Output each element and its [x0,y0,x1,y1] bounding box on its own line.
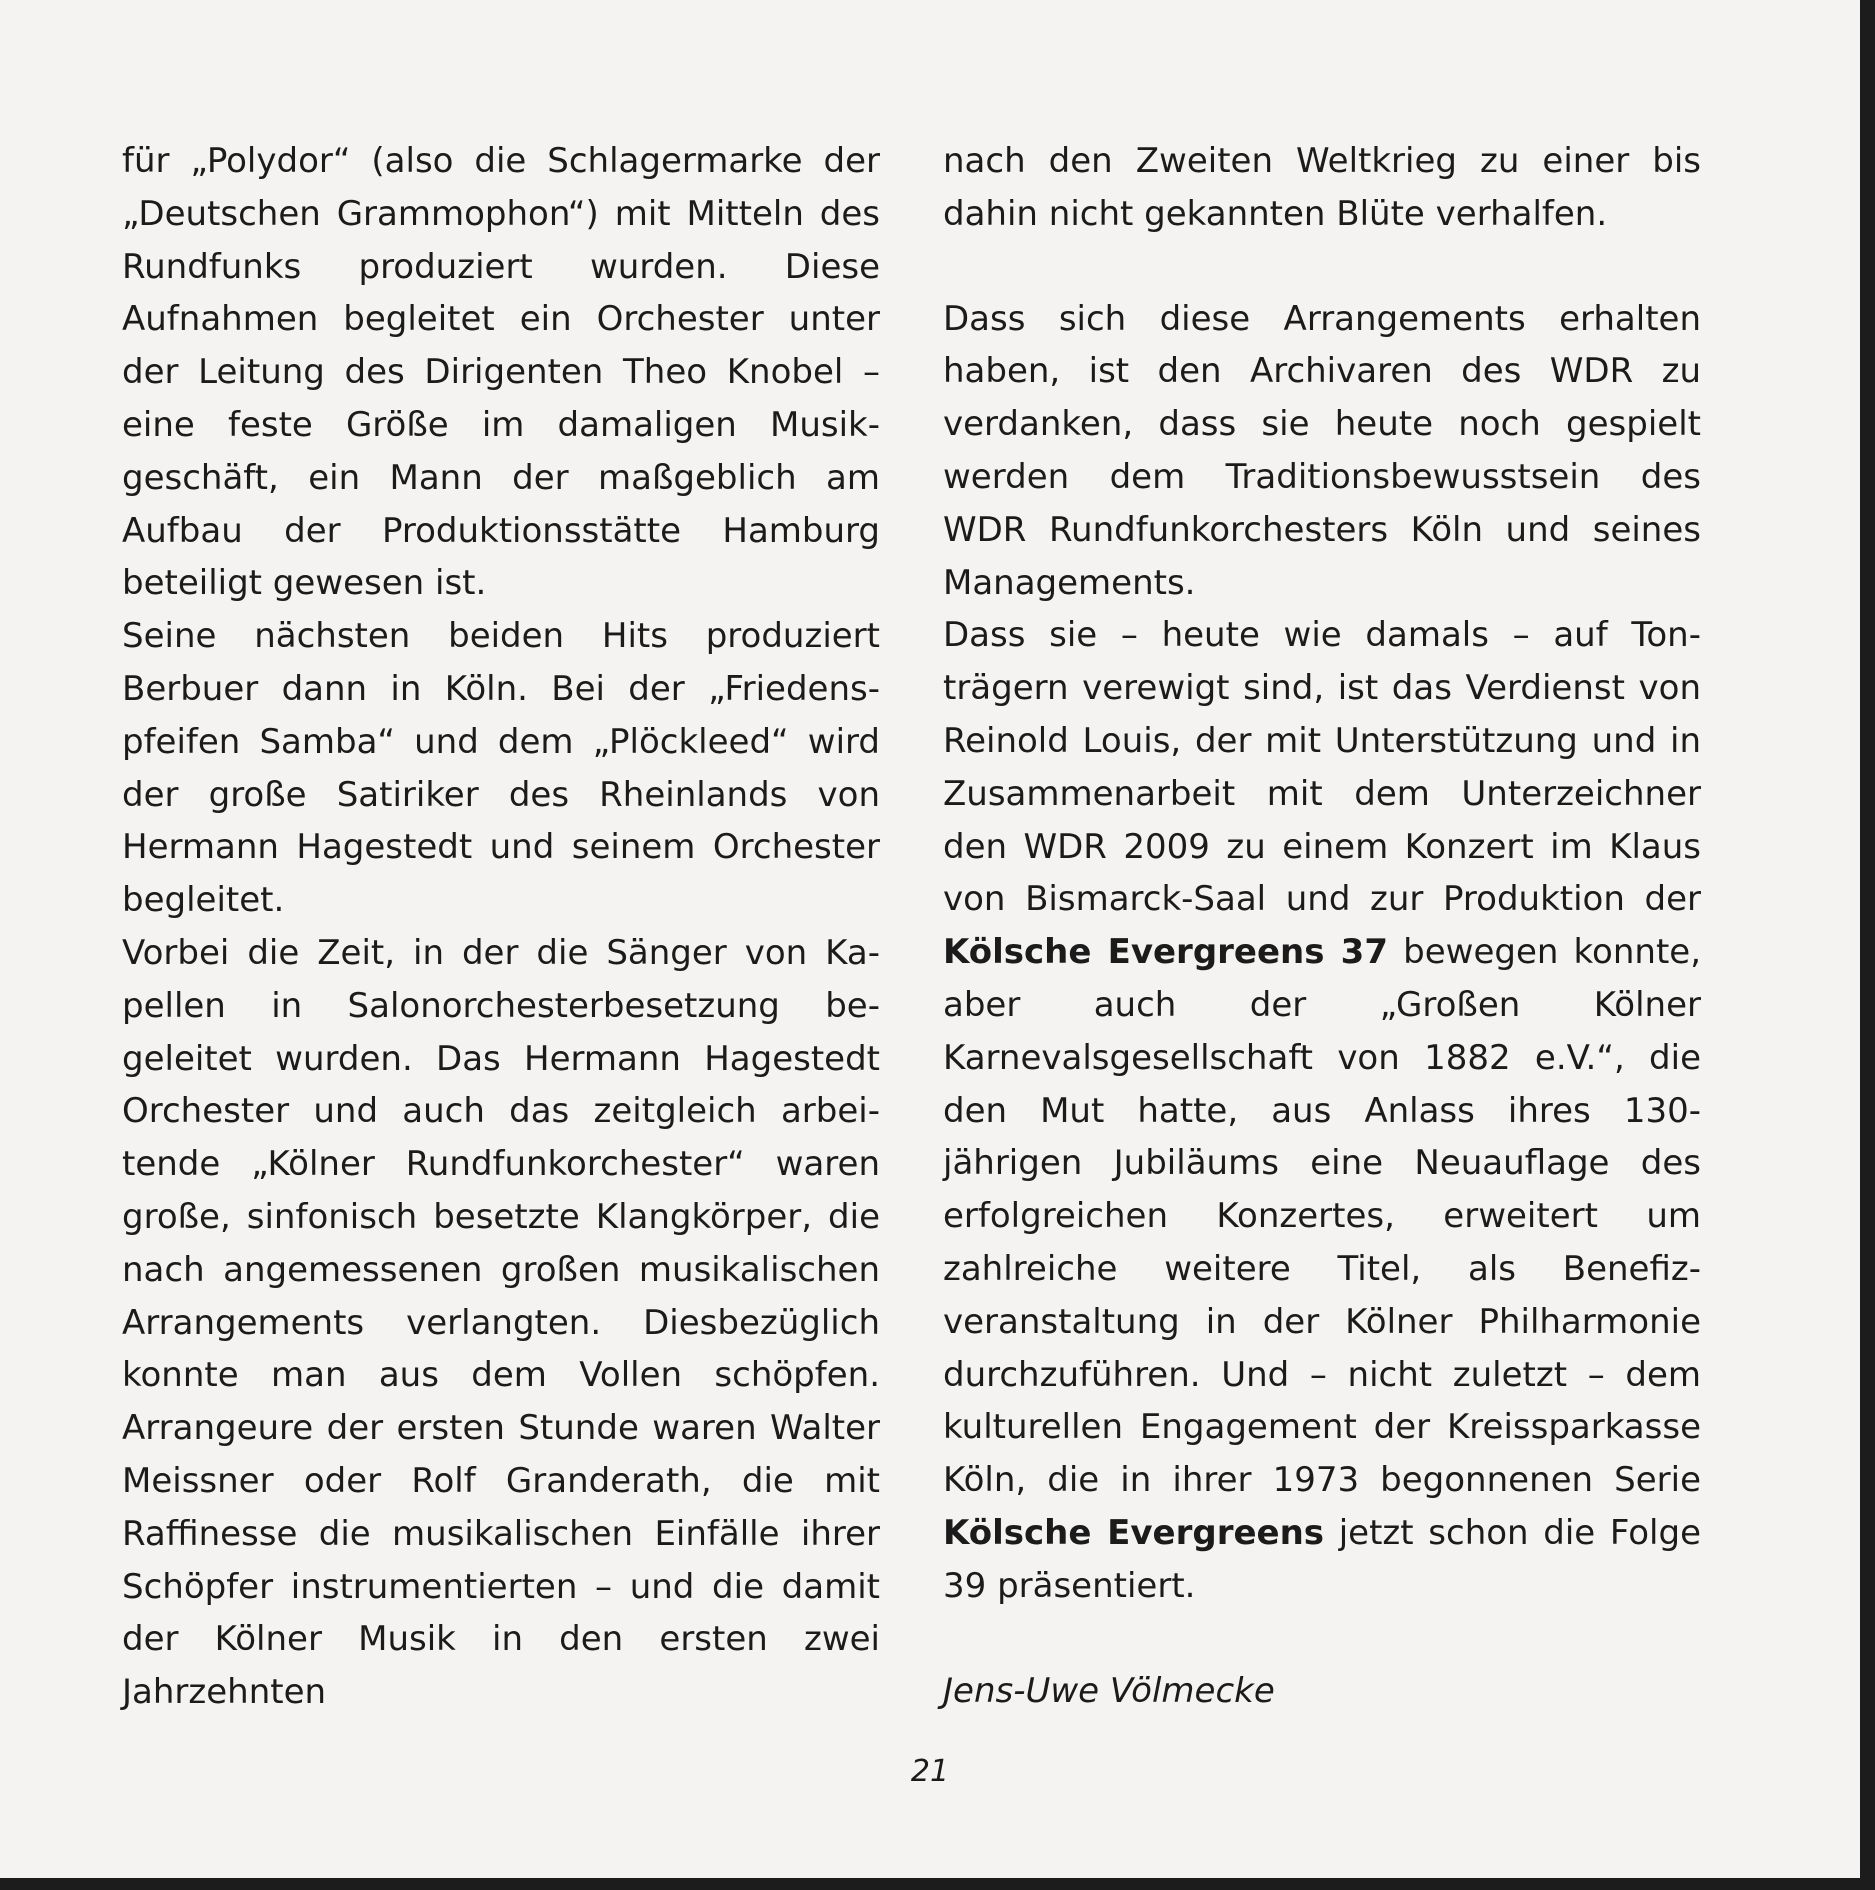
page-number: 21 [910,1754,950,1789]
scan-edge-right [1860,0,1875,1890]
left-column [122,135,880,1719]
scan-edge-bottom [0,1878,1875,1890]
paragraph: für „Polydor“ (also die Schlagermarke der „Deutschen Grammophon“) mit Mitteln des Rundfunks produziert wurden. Diese Aufnahmen begleitet ein Orchester unter der Leitung des Dirigenten Theo Knobel – eine feste Größe im damaligen Musikgeschäft, ein Mann der maßgeblich am Aufbau der Produktionsstätte Hamburg beteiligt gewesen ist. [122,141,880,604]
paragraph [943,609,1701,1612]
paragraph-text: Dass sie – heute wie damals – auf Tonträgern verewigt sind, ist das Verdienst von Reinold Louis, der mit Unterstützung und in Zusammenarbeit mit dem Unterzeichner den WDR 2009 zu einem Konzert im Klaus von Bismarck-Saal und zur Produktion der [943,615,1701,920]
paragraph: Dass sich diese Arrangements erhalten haben, ist den Archivaren des WDR zu verdanken, dass sie heute noch gespielt werden dem Traditionsbewusstsein des WDR Rundfunkorchesters Köln und seines Managements. [943,298,1701,603]
paragraph-text: jetzt schon die Folge 39 präsentiert. [943,1512,1702,1606]
paragraph: nach den Zweiten Weltkrieg zu einer bis dahin nicht gekannten Blüte verhalfen. [943,141,1701,234]
paragraph-text: bewegen konnte, aber auch der „Großen Kölner Karnevalsgesellschaft von 1882 e.V.“, die den Mut hatte, aus Anlass ihres 130-jährigen Jubiläums eine Neuauflage des erfolgreichen Konzertes, erweitert um zahlreiche weitere Titel, als Benefizveranstaltung in der Kölner Philharmonie durchzuführen. Und – nicht zuletzt – dem kulturellen Engagement der Kreissparkasse Köln, die in ihrer 1973 begonnenen Serie [943,932,1701,1501]
paragraph: Vorbei die Zeit, in der die Sänger von Kapellen in Salonorchesterbesetzung begeleitet wurden. Das Hermann Hagestedt Orchester und auch das zeitgleich arbeitende „Kölner Rundfunkorchester“ waren große, sinfonisch besetzte Klangkörper, die nach angemessenen großen musikalischen Arrangements verlangten. Diesbezüglich konnte man aus dem Vollen schöpfen. Arrangeure der ersten Stunde waren Walter Meissner oder Rolf Granderath, die mit Raffinesse die musikalischen Einfälle ihrer Schöpfer instrumentierten – und die damit der Kölner Musik in den ersten zwei Jahrzehnten [122,932,880,1713]
paragraph: Seine nächsten beiden Hits produziert Berbuer dann in Köln. Bei der „Friedenspfeifen Samba“ und dem „Plöckleed“ wird der große Satiriker des Rheinlands von Hermann Hagestedt und seinem Orchester begleitet. [122,616,880,921]
author-signature: Jens-Uwe Völmecke [943,1670,1275,1711]
album-title: Kölsche Evergreens 37 [943,932,1388,973]
paragraph-gap [943,241,1701,293]
right-column [943,135,1701,1717]
series-title: Kölsche Evergreens [943,1512,1325,1553]
